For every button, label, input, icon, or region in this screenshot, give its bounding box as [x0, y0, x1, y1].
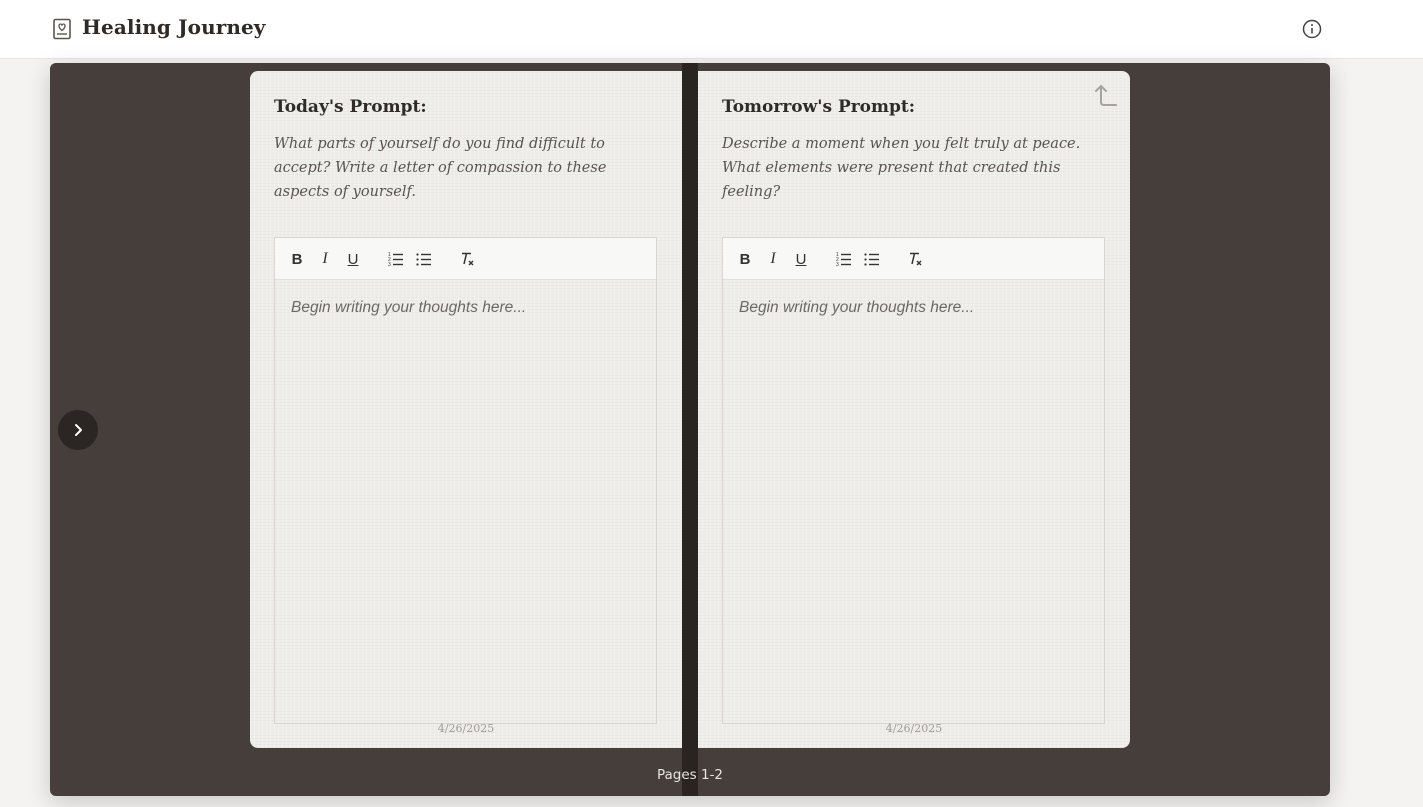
clear-format-button[interactable]	[457, 249, 477, 269]
prompt-text: What parts of yourself do you find difficult to accept? Write a letter of compassion to these aspects of yourself.	[274, 136, 607, 200]
left-page	[250, 71, 682, 748]
ordered-list-button[interactable]	[386, 249, 406, 269]
journal-heart-icon	[52, 18, 72, 40]
app-title: Healing Journey	[82, 15, 266, 39]
svg-text:1: 1	[836, 252, 839, 258]
chevron-right-icon	[71, 423, 85, 437]
italic-button[interactable]: I	[770, 250, 776, 267]
svg-text:1: 1	[388, 252, 391, 258]
info-icon[interactable]	[1302, 19, 1322, 39]
journal-editor	[274, 237, 657, 724]
bullet-list-button[interactable]	[862, 249, 882, 269]
page-indicator: Pages 1-2	[656, 767, 724, 783]
bullet-list-icon	[416, 251, 432, 267]
svg-text:2: 2	[836, 257, 839, 263]
clear-format-icon	[459, 251, 475, 267]
editor-text-area[interactable]	[723, 281, 1104, 723]
bullet-list-button[interactable]	[414, 249, 434, 269]
book-spine	[682, 63, 698, 796]
svg-text:2: 2	[388, 257, 391, 263]
editor-placeholder: Begin writing your thoughts here...	[739, 299, 975, 316]
prompt-text: Describe a moment when you felt truly at peace. What elements were present that created this feeling?	[722, 136, 1081, 200]
turn-up-arrow-icon[interactable]	[1092, 82, 1120, 110]
ordered-list-button[interactable]	[834, 249, 854, 269]
next-page-button[interactable]	[58, 410, 98, 450]
bold-button[interactable]: B	[739, 250, 751, 268]
right-page	[698, 71, 1130, 748]
bold-button[interactable]: B	[291, 250, 303, 268]
bullet-list-icon	[864, 251, 880, 267]
page-date: 4/26/2025	[437, 722, 495, 735]
top-bar	[0, 0, 1423, 59]
editor-toolbar	[723, 238, 1104, 280]
clear-format-button[interactable]	[905, 249, 925, 269]
editor-toolbar	[275, 238, 656, 280]
svg-text:3: 3	[836, 262, 839, 267]
page-date: 4/26/2025	[885, 722, 943, 735]
clear-format-icon	[907, 251, 923, 267]
prompt-title: Tomorrow's Prompt:	[722, 97, 916, 117]
italic-button[interactable]: I	[322, 250, 328, 267]
editor-placeholder: Begin writing your thoughts here...	[291, 299, 527, 316]
underline-button[interactable]: U	[347, 250, 359, 268]
journal-editor	[722, 237, 1105, 724]
ordered-list-icon	[388, 251, 404, 267]
svg-text:3: 3	[388, 262, 391, 267]
prompt-title: Today's Prompt:	[274, 97, 427, 117]
underline-button[interactable]: U	[795, 250, 807, 268]
editor-text-area[interactable]	[275, 281, 656, 723]
ordered-list-icon	[836, 251, 852, 267]
